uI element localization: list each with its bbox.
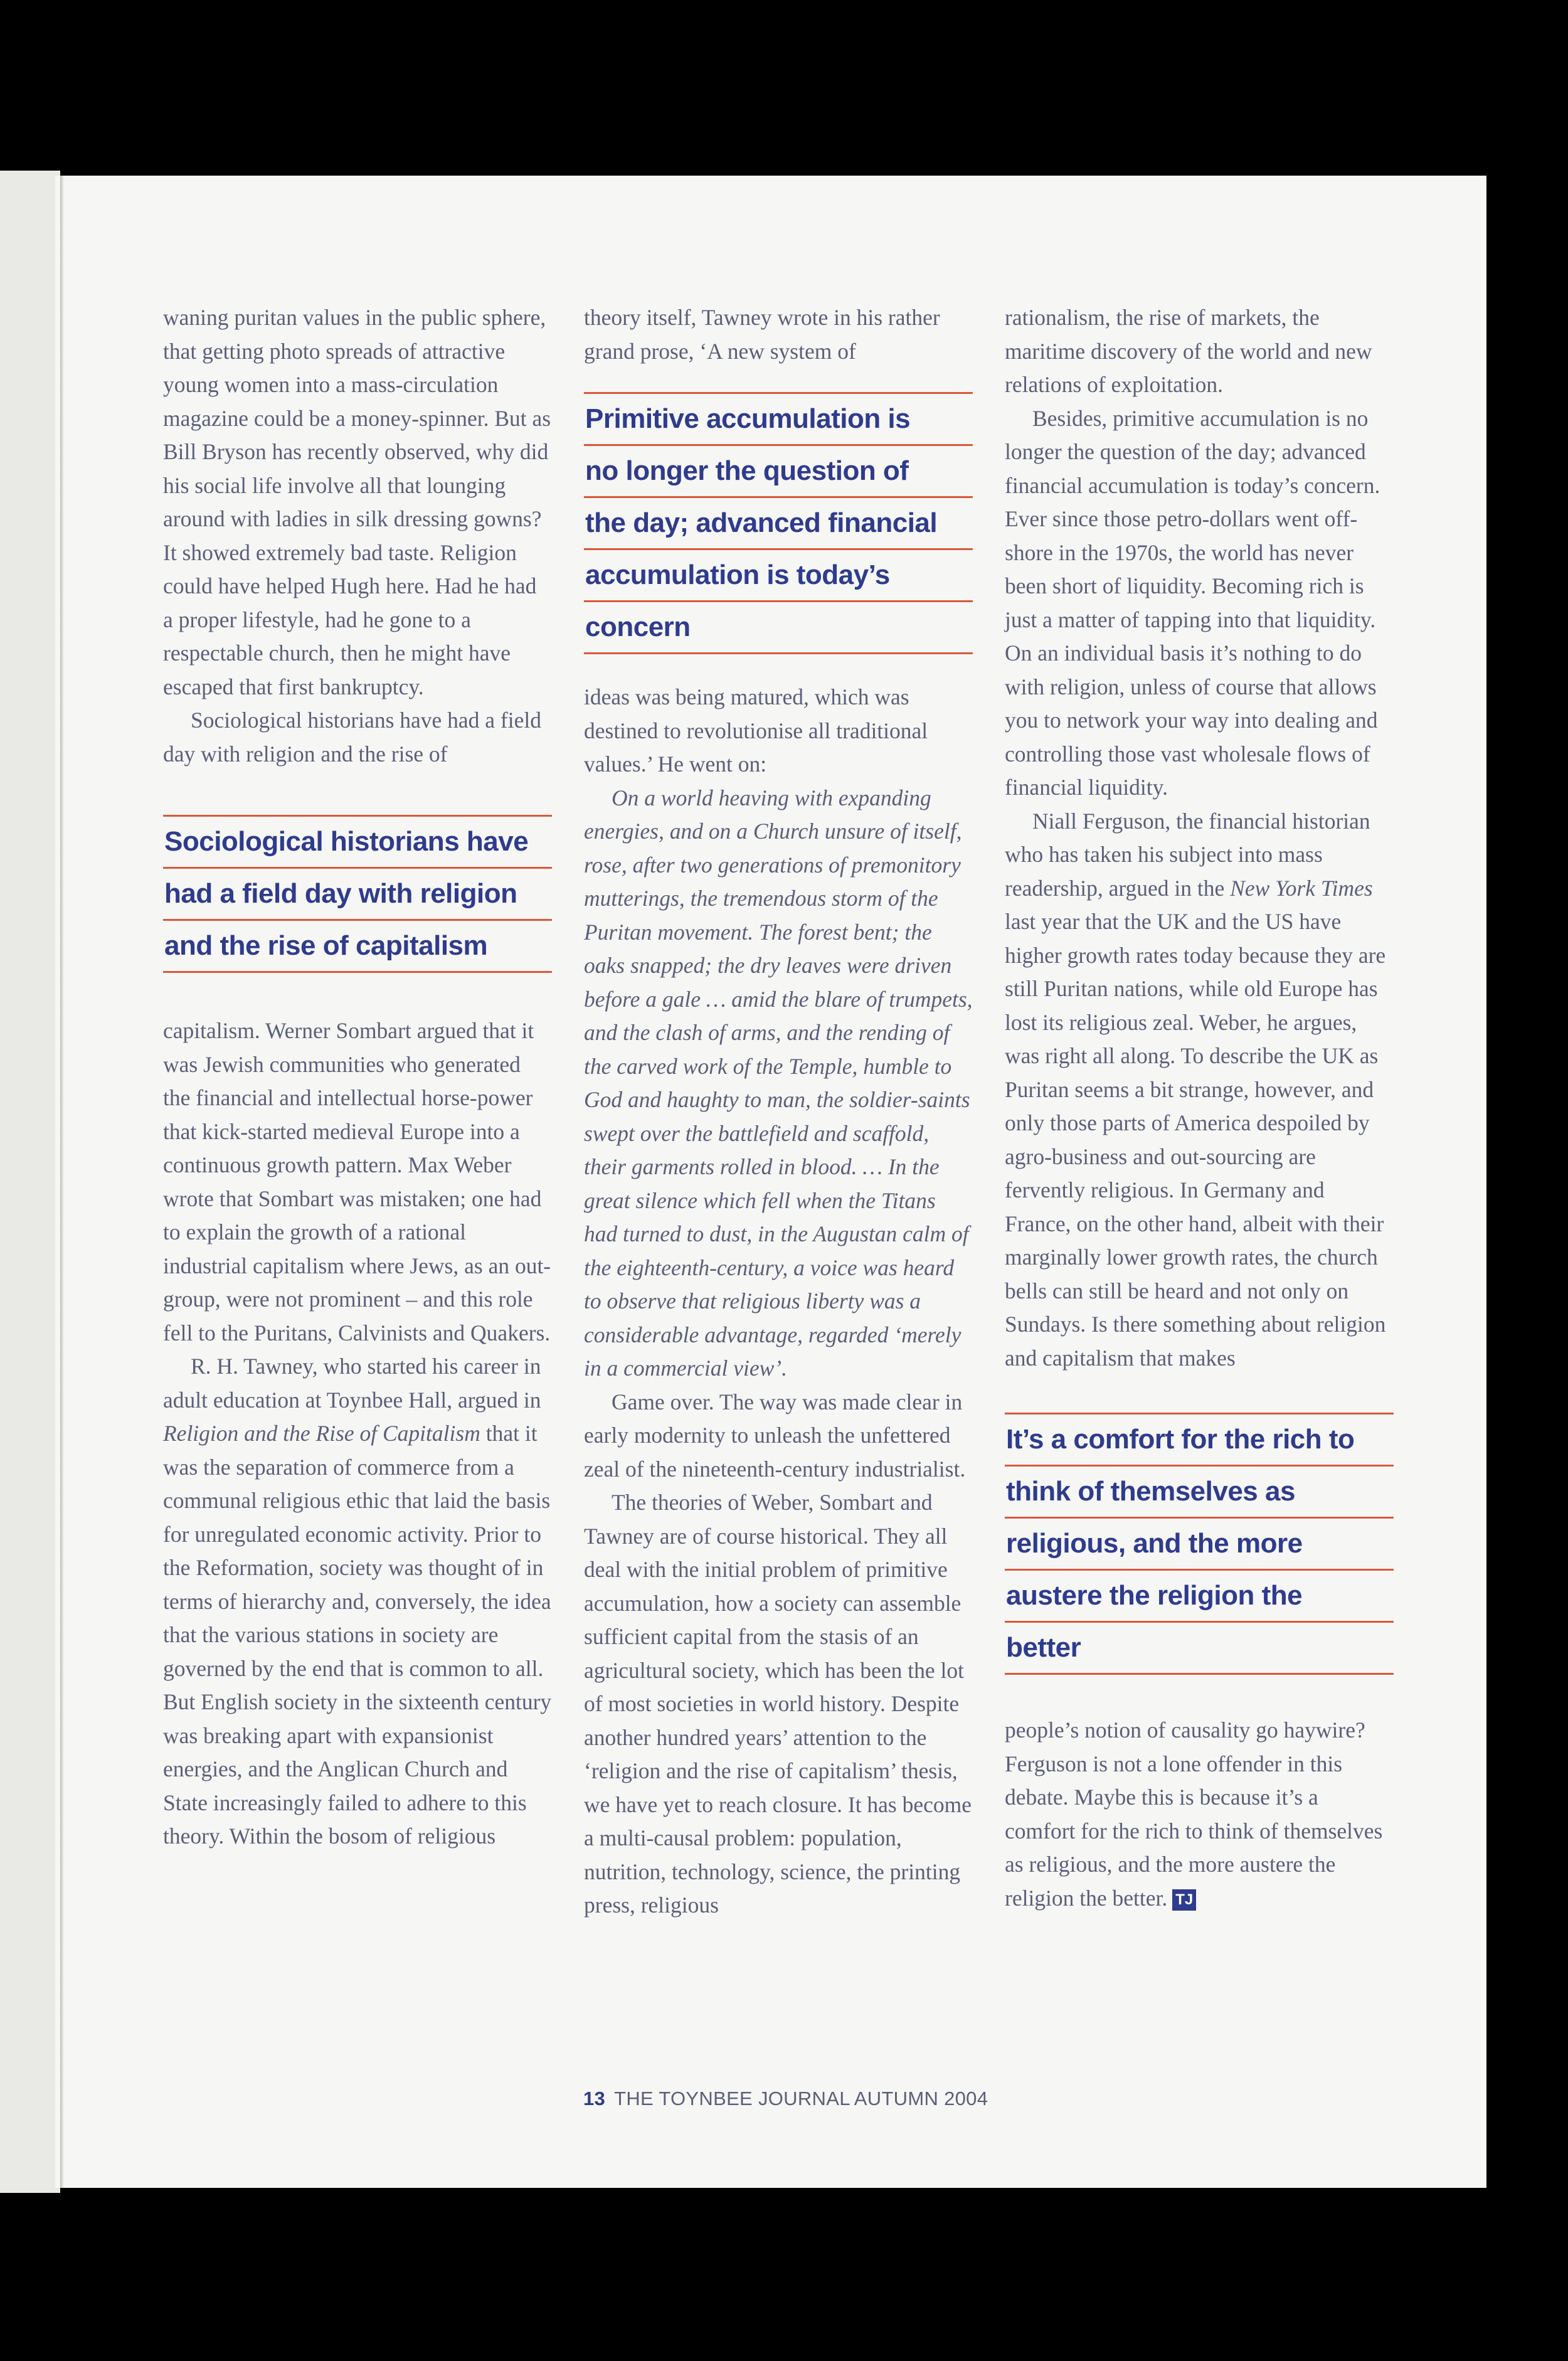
text-run: last year that the UK and the US have higher growth rates today because they are still Puritan nations, while old Europe has lost its religious zeal. Weber, he argues, was right all along. To describe the UK as Puritan seems a bit strange, however, and only those parts of America despoiled by agro-business and out-sourcing are fervently religious. In Germany and France, on the other hand, albeit with their marginally lower growth rates, the church bells can still be heard and not only on Sundays. Is there something about religion and capitalism that makes xyxy=(1005,909,1386,1371)
pull-quote-line: better xyxy=(1005,1621,1394,1675)
page-number: 13 xyxy=(583,2088,606,2109)
paragraph: Sociological historians have had a field day with religion and the rise of xyxy=(163,708,541,767)
pull-quote-line: think of themselves as xyxy=(1005,1465,1394,1517)
paragraph xyxy=(1005,805,1394,1376)
paragraph: ideas was being matured, which was destined to revolutionise all traditional values.’ He went on: xyxy=(584,684,928,777)
end-mark-logo: TJ xyxy=(1172,1889,1196,1911)
pull-quote xyxy=(1005,1413,1394,1679)
pull-quote-line: concern xyxy=(584,600,973,654)
page-gutter xyxy=(60,176,64,2188)
page-footer xyxy=(583,2088,988,2110)
pull-quote-line: Primitive accumulation is xyxy=(584,392,973,444)
previous-page-edge xyxy=(0,171,60,2193)
pull-quote-line: religious, and the more xyxy=(1005,1517,1394,1569)
paragraph: The theories of Weber, Sombart and Tawney are of course historical. They all deal with the initial problem of primitive accumulation, how a society can assemble sufficient capital from the stasis of an agricultural society, which has been the lot of most societies in world history. Despite another hundred years’ attention to the ‘religion and the rise of capitalism’ thesis, we have yet to reach closure. It has become a multi-causal problem: population, nutrition, technology, science, the printing press, religious xyxy=(584,1490,972,1918)
text-run: Niall Ferguson, the financial historian who has taken his subject into mass readership, argued in the xyxy=(1005,808,1370,901)
pull-quote-line: Sociological historians have xyxy=(163,815,552,867)
pull-quote-line: no longer the question of xyxy=(584,444,973,496)
newspaper-title: New York Times xyxy=(1230,875,1373,901)
paragraph: waning puritan values in the public sphere, that getting photo spreads of attractive young women into a mass-circulation magazine could be a money-spinner. But as Bill Bryson has recently observed, why did his social life involve all that lounging around with ladies in silk dressing gowns? It showed extremely bad taste. Religion could have helped Hugh here. Had he had a proper lifestyle, had he gone to a respectable church, then he might have escaped that first bankruptcy. xyxy=(163,305,551,699)
text-run: that it was the separation of commerce from a communal religious ethic that laid the basis for unregulated economic activity. Prior to the Reformation, society was thought of in terms of hierarchy and, conversely, the idea that the various stations in society are governed by the end that is common to all. But English society in the sixteenth century was breaking apart with expansionist energies, and the Anglican Church and State increasingly failed to adhere to this theory. Within the bosom of religious xyxy=(163,1421,552,1849)
pull-quote-line: the day; advanced financial xyxy=(584,496,973,548)
column-3 xyxy=(1005,301,1394,1915)
column-2 xyxy=(584,301,973,1923)
paragraph xyxy=(1005,1714,1394,1915)
pull-quote-line: It’s a comfort for the rich to xyxy=(1005,1413,1394,1465)
pull-quote xyxy=(163,815,552,977)
publication-name: THE TOYNBEE JOURNAL AUTUMN 2004 xyxy=(614,2088,988,2109)
book-title: Religion and the Rise of Capitalism xyxy=(163,1421,480,1446)
paragraph: Besides, primitive accumulation is no longer the question of the day; advanced financial accumulation is today’s concern. Ever since those petro-dollars went off-shore in the 1970s, the world has never been short of liquidity. Becoming rich is just a matter of tapping into that liquidity. On an individual basis it’s nothing to do with religion, unless of course that allows you to network your way into dealing and controlling those vast wholesale flows of financial liquidity. xyxy=(1005,405,1380,800)
pull-quote-line: austere the religion the xyxy=(1005,1569,1394,1621)
pull-quote-line: and the rise of capitalism xyxy=(163,919,552,973)
text-run: people’s notion of causality go haywire? Ferguson is not a lone offender in this debate. Maybe this is because it’s a comfort for the rich to think of themselves as religious, and the more austere the religion the better. xyxy=(1005,1717,1383,1911)
column-1 xyxy=(163,301,552,1854)
paragraph: Game over. The way was made clear in early modernity to unleash the unfettered zeal of the nineteenth-century industrialist. xyxy=(584,1389,966,1482)
text-run: R. H. Tawney, who started his career in adult education at Toynbee Hall, argued in xyxy=(163,1354,541,1413)
paragraph: capitalism. Werner Sombart argued that it was Jewish communities who generated the financial and intellectual horse-power that kick-started medieval Europe into a continuous growth pattern. Max Weber wrote that Sombart was mistaken; one had to explain the growth of a rational industrial capitalism where Jews, as an out-group, were not prominent – and this role fell to the Puritans, Calvinists and Quakers. xyxy=(163,1018,551,1345)
paragraph xyxy=(163,1350,552,1854)
pull-quote-line: accumulation is today’s xyxy=(584,548,973,600)
pull-quote-line: had a field day with religion xyxy=(163,867,552,919)
paragraph: theory itself, Tawney wrote in his rather grand prose, ‘A new system of xyxy=(584,305,940,364)
journal-page xyxy=(55,176,1486,2188)
paragraph: rationalism, the rise of markets, the maritime discovery of the world and new relations of exploitation. xyxy=(1005,305,1372,397)
block-quote: On a world heaving with expanding energies, and on a Church unsure of itself, rose, after two generations of premonitory mutterings, the tremendous storm of the Puritan movement. The forest bent; the oaks snapped; the dry leaves were driven before a gale … amid the blare of trumpets, and the clash of arms, and the rending of the carved work of the Temple, humble to God and haughty to man, the soldier-saints swept over the battlefield and scaffold, their garments rolled in blood. … In the great silence which fell when the Titans had turned to dust, in the Augustan calm of the eighteenth-century, a voice was heard to observe that religious liberty was a considerable advantage, regarded ‘merely in a commercial view’. xyxy=(584,785,973,1381)
pull-quote xyxy=(584,392,973,658)
